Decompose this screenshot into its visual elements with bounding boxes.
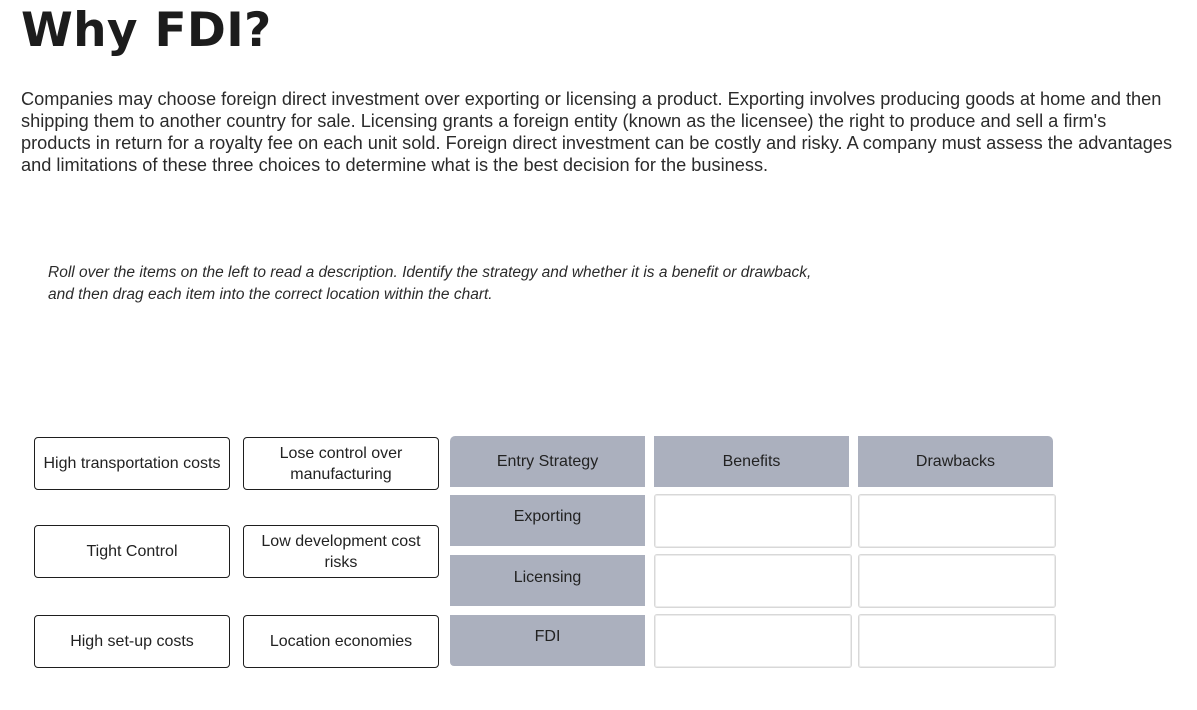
drag-item-low-development-cost-risks[interactable]: Low development cost risks [243,525,439,578]
row-label-licensing: Licensing [450,555,645,606]
drag-item-high-set-up-costs[interactable]: High set-up costs [34,615,230,668]
drop-zone-exporting-drawbacks[interactable] [858,494,1056,548]
drag-item-location-economies[interactable]: Location economies [243,615,439,668]
drop-zone-licensing-benefits[interactable] [654,554,852,608]
header-benefits: Benefits [654,436,849,487]
drop-zone-fdi-drawbacks[interactable] [858,614,1056,668]
drag-item-high-transportation-costs[interactable]: High transportation costs [34,437,230,490]
drop-zone-fdi-benefits[interactable] [654,614,852,668]
drop-zone-exporting-benefits[interactable] [654,494,852,548]
drop-zone-licensing-drawbacks[interactable] [858,554,1056,608]
instructions-line-1: Roll over the items on the left to read a description. Identify the strategy and whether it is a benefit or drawback, [48,264,812,281]
page-title: Why FDI? [21,3,272,58]
drag-item-lose-control-over-manufacturing[interactable]: Lose control over manufacturing [243,437,439,490]
drag-item-tight-control[interactable]: Tight Control [34,525,230,578]
row-label-fdi: FDI [450,615,645,666]
intro-paragraph: Companies may choose foreign direct investment over exporting or licensing a product. Exporting involves producing goods at home and then shipping them to another country for sale. Licensing grants a foreign entity (known as the licensee) the right to produce and sell a firm's products in return for a royalty fee on each unit sold. Foreign direct investment can be costly and risky. A company must assess the advantages and limitations of these three choices to determine what is the best decision for the business. [21,89,1173,175]
header-entry-strategy: Entry Strategy [450,436,645,487]
header-drawbacks: Drawbacks [858,436,1053,487]
row-label-exporting: Exporting [450,495,645,546]
instructions [48,262,988,305]
instructions-line-2: and then drag each item into the correct location within the chart. [48,285,493,303]
